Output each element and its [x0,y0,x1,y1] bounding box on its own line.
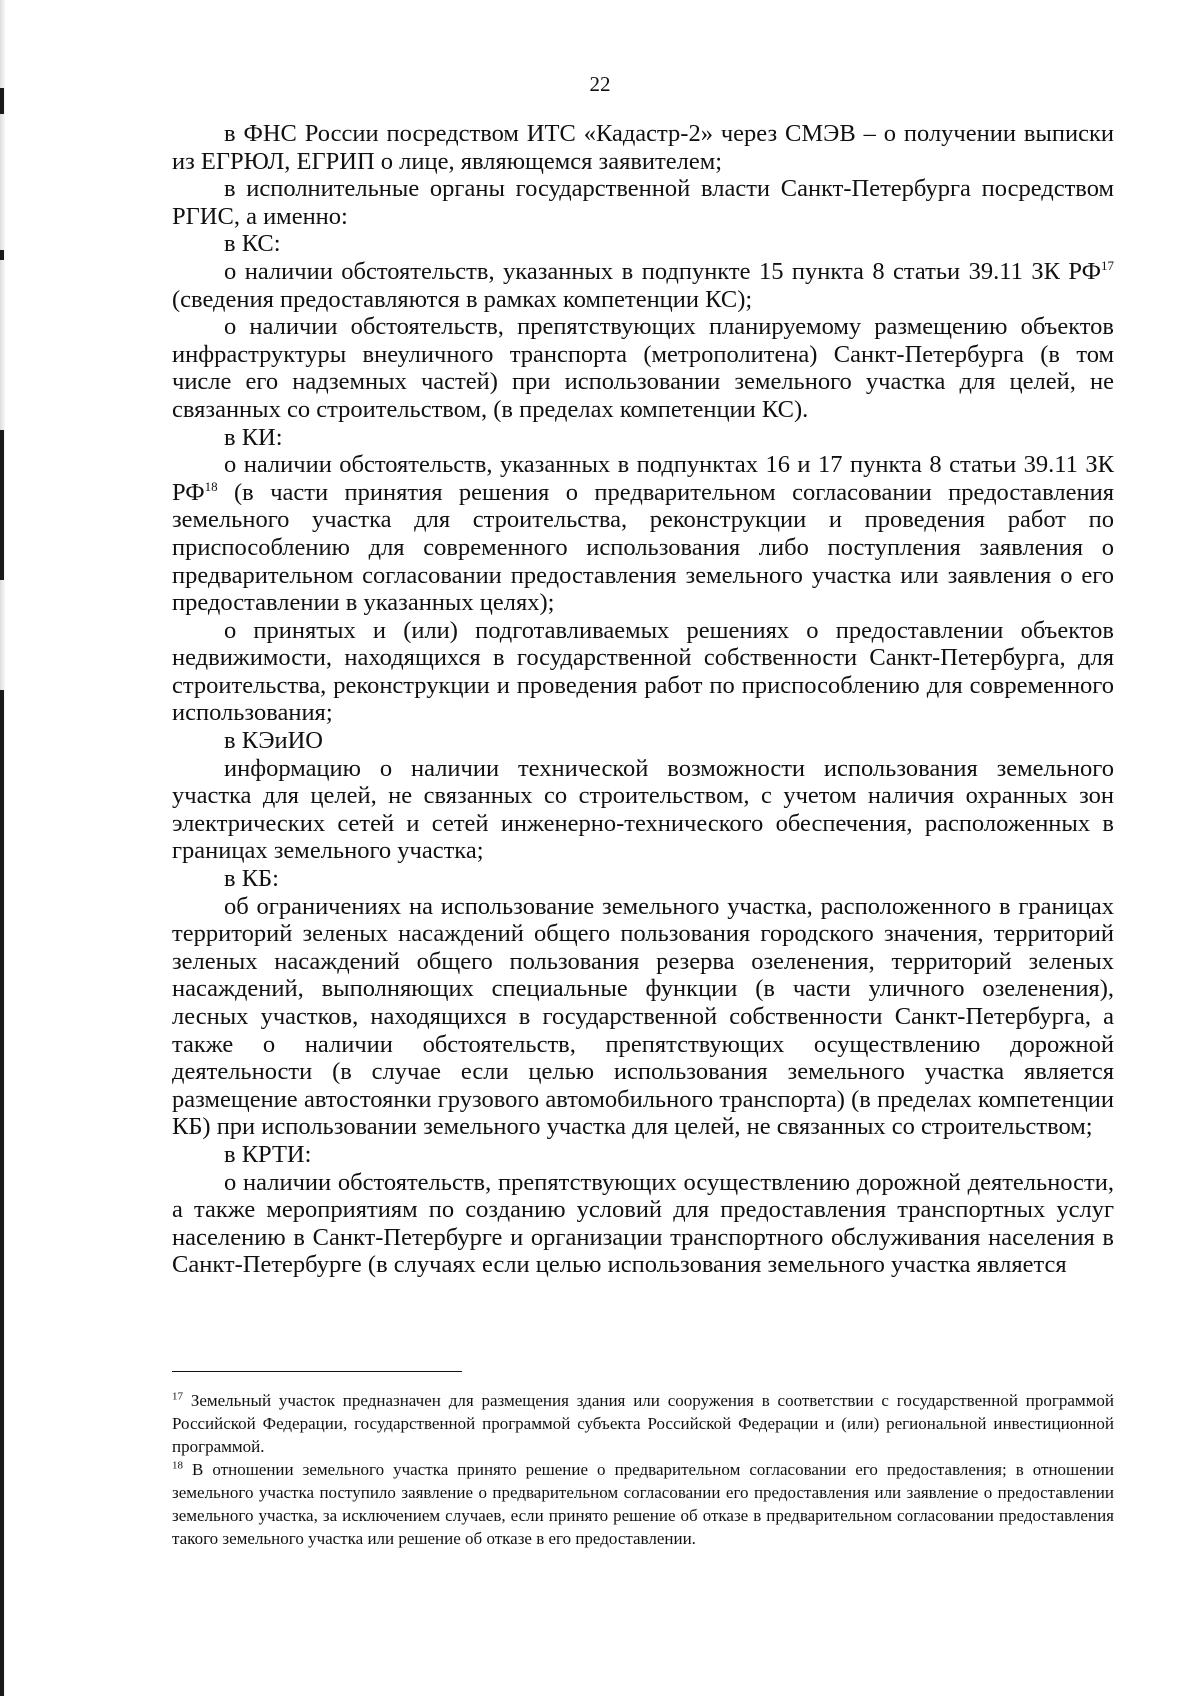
paragraph-text: в исполнительные органы государственной власти Санкт-Петербурга посредством РГИС, а именно: [172,175,1114,230]
footnote-ref: 18 [204,478,218,494]
paragraph-text: о принятых и (или) подготавливаемых решениях о предоставлении объектов недвижимости, находящихся в государственной собственности Санкт-Петербурга, для строительства, реконструкции и проведения работ по приспособлению для современного использования; [172,616,1114,727]
footnotes [172,1389,1114,1550]
heading-text: в КРТИ: [224,1140,312,1168]
footnote-text: Земельный участок предназначен для размещения здания или сооружения в соответствии с государственной программой Российской Федерации, государственной программой субъекта Российской Федерации и (или) региональной инвестиционной программой. [172,1391,1114,1456]
paragraph [172,120,1114,175]
footnote [172,1458,1114,1550]
paragraph [172,313,1114,423]
footnote [172,1389,1114,1458]
heading-text: в КС: [224,230,281,258]
paragraph-text: о наличии обстоятельств, препятствующих планируемому размещению объектов инфраструктуры внеуличного транспорта (метрополитена) Санкт-Петербурга (в том числе его надземных частей) при использовании земельного участка для целей, не связанных со строительством, (в пределах компетенции КС). [172,313,1114,423]
section-heading-kb [172,865,1114,893]
paragraph-text: в ФНС России посредством ИТС «Кадастр-2» через СМЭВ – о получении выписки из ЕГРЮЛ, ЕГРИП о лице, являющемся заявителем; [172,120,1114,175]
scan-edge-mark [0,690,4,1696]
heading-text: в КИ: [224,423,283,451]
paragraph-text: информацию о наличии технической возможности использования земельного участка для целей, не связанных со строительством, с учетом наличия охранных зон электрических сетей и сетей инженерно-технического обеспечения, расположенных в границах земельного участка; [172,754,1114,865]
document-body [172,120,1114,1279]
paragraph-text: о наличии обстоятельств, указанных в подпункте 15 пункта 8 статьи 39.11 ЗК РФ [224,257,1101,285]
scan-edge-mark [0,430,4,580]
paragraph [172,258,1114,313]
paragraph-text: о наличии обстоятельств, препятствующих осуществлению дорожной деятельности, а также мероприятиям по созданию условий для предоставления транспортных услуг населению в Санкт-Петербурге и организации транспортного обслуживания населения в Санкт-Петербурге (в случаях если целью использования земельного участка является [172,1168,1114,1279]
footnote-marker: 18 [172,1459,183,1472]
section-heading-keiio [172,727,1114,755]
paragraph-text: об ограничениях на использование земельного участка, расположенного в границах территорий зеленых насаждений общего пользования городского значения, территорий зеленых насаждений общего пользования резерва озеленения, территорий зеленых насаждений, выполняющих специальные функции (в части уличного озеленения), лесных участков, находящихся в государственной собственности Санкт-Петербурга, а также о наличии обстоятельств, препятствующих осуществлению дорожной деятельности (в случае если целью использования земельного участка является размещение автостоянки грузового автомобильного транспорта) (в пределах компетенции КБ) при использовании земельного участка для целей, не связанных со строительством; [172,892,1114,1141]
paragraph-text: (сведения предоставляются в рамках компетенции КС); [172,285,753,313]
paragraph [172,451,1114,617]
paragraph-text: (в части принятия решения о предварительном согласовании предоставления земельного участка для строительства, реконструкции и проведения работ по приспособлению для современного использования либо поступления заявления о предварительном согласовании предоставления земельного участка или заявления о его предоставлении в указанных целях); [172,478,1114,617]
paragraph [172,617,1114,727]
footnote-text: В отношении земельного участка принято решение о предварительном согласовании его предоставления; в отношении земельного участка поступило заявление о предварительном согласовании его предоставления или заявление о предоставлении земельного участка, за исключением случаев, если принято решение об отказе в предварительном согласовании предоставления такого земельного участка или решение об отказе в его предоставлении. [172,1460,1114,1548]
heading-text: в КБ: [224,865,279,893]
paragraph [172,755,1114,865]
section-heading-ki [172,424,1114,452]
page-number: 22 [589,72,611,96]
footnote-separator [172,1371,462,1372]
paragraph-text: о наличии обстоятельств, указанных в подпунктах 16 и 17 пункта 8 статьи 39.11 ЗК РФ [172,451,1114,506]
footnote-marker: 17 [172,1390,183,1403]
section-heading-ks [172,230,1114,258]
paragraph [172,175,1114,230]
paragraph [172,893,1114,1141]
section-heading-krti [172,1141,1114,1169]
heading-text: в КЭиИО [224,727,324,755]
footnote-ref: 17 [1101,257,1114,273]
paragraph [172,1169,1114,1279]
scan-edge-mark [0,250,4,260]
